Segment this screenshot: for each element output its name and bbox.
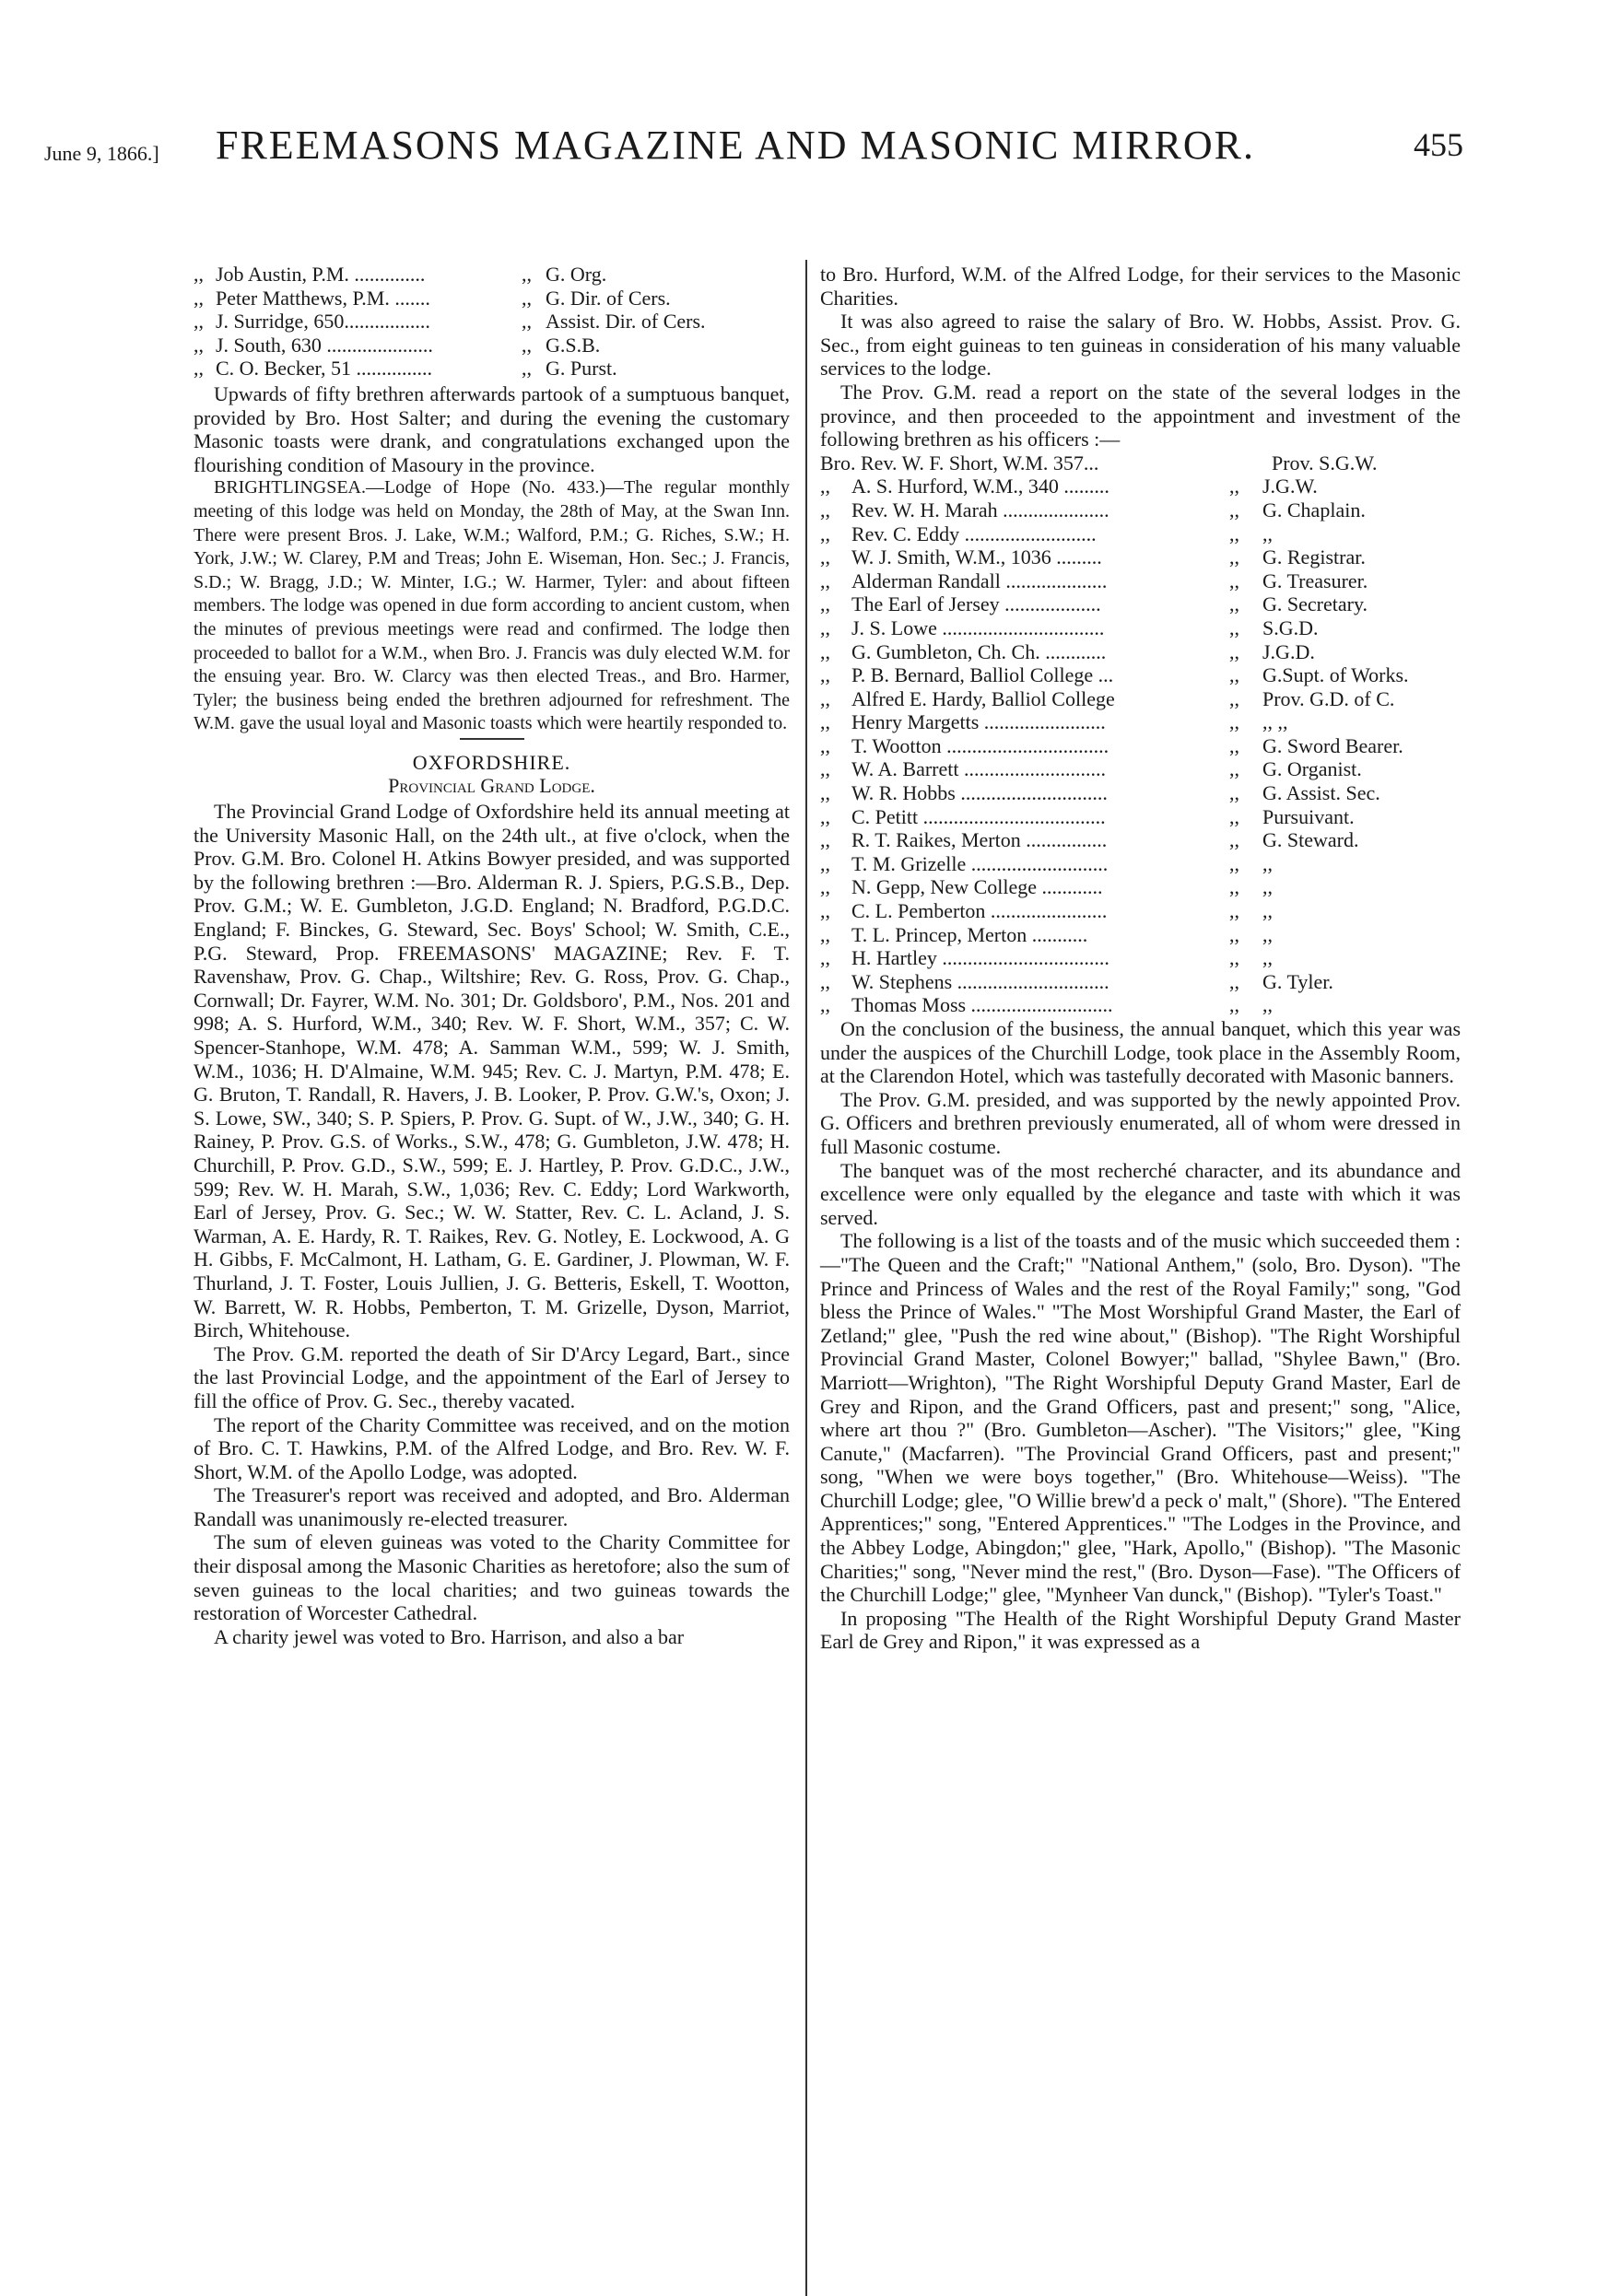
appointment-row — [820, 663, 1461, 687]
appointment-name: A. S. Hurford, W.M., 340 ......... — [851, 474, 1109, 498]
appointment-mark: ,, — [820, 663, 830, 687]
officer-row — [194, 334, 790, 357]
appointment-name: H. Hartley ................................. — [851, 946, 1109, 970]
appointment-office: G. Assist. Sec. — [1262, 781, 1380, 805]
appointment-name: W. Stephens .............................. — [851, 969, 1109, 993]
paragraph-report: The Prov. G.M. read a report on the state of the several lodges in the province, and then proceeded to the appointment and investment of the following brethren as his officers :— — [820, 380, 1461, 451]
appointment-office: S.G.D. — [1262, 615, 1319, 639]
appointment-name: Henry Margetts ........................ — [851, 710, 1106, 734]
masthead-title: FREEMASONS MAGAZINE AND MASONIC MIRROR. — [215, 123, 1255, 168]
appointment-mark2: ,, — [1229, 946, 1239, 970]
appointment-mark2: ,, — [1229, 521, 1239, 545]
appointment-name: T. M. Grizelle ........................... — [851, 851, 1109, 875]
appointment-name: Thomas Moss ............................ — [851, 993, 1113, 1017]
appointment-row — [820, 852, 1461, 876]
appointment-mark: ,, — [820, 993, 830, 1017]
appointment-mark2: ,, — [1229, 757, 1239, 781]
officer-office: G. Purst. — [546, 357, 617, 381]
officer-mark2: ,, — [522, 357, 532, 381]
appointment-mark2: ,, — [1229, 474, 1239, 498]
paragraph-oxford-jewel: A charity jewel was voted to Bro. Harrison, and also a bar — [214, 1624, 685, 1648]
section-rule — [460, 738, 524, 740]
appointment-mark: ,, — [820, 474, 830, 498]
appointment-mark2: ,, — [1229, 781, 1239, 805]
appointment-row — [820, 710, 1461, 734]
appointments-head-row — [820, 451, 1461, 475]
appointment-name: The Earl of Jersey ................... — [851, 592, 1101, 616]
appointment-row — [820, 805, 1461, 829]
officer-office: G. Org. — [546, 263, 607, 286]
appointment-mark2: ,, — [1229, 568, 1239, 592]
appointment-mark: ,, — [820, 615, 830, 639]
appointment-office: ,, ,, — [1262, 710, 1288, 734]
section-title: OXFORDSHIRE. — [412, 750, 571, 774]
appointment-row — [820, 923, 1461, 947]
appointments-list — [820, 474, 1461, 1017]
appointment-mark2: ,, — [1229, 592, 1239, 616]
appointment-row — [820, 522, 1461, 546]
officer-mark: ,, — [194, 263, 204, 286]
appointment-office: G. Steward. — [1262, 828, 1359, 852]
appointment-name: Alderman Randall .................... — [851, 568, 1108, 592]
appointment-name: Alfred E. Hardy, Balliol College — [851, 686, 1115, 710]
appointment-mark2: ,, — [1229, 804, 1239, 828]
appointment-office: G.Supt. of Works. — [1262, 663, 1409, 687]
page-header — [44, 122, 1463, 177]
appointment-row — [820, 828, 1461, 852]
appointment-mark2: ,, — [1229, 899, 1239, 923]
paragraph-presided: The Prov. G.M. presided, and was supported by the newly appointed Prov. G. Officers and brethren previously enumerated, all of whom were dressed in full Masonic costume. — [820, 1087, 1461, 1158]
column-divider — [805, 260, 807, 2296]
appointment-mark2: ,, — [1229, 828, 1239, 852]
appointment-row — [820, 946, 1461, 970]
appointment-name: G. Gumbleton, Ch. Ch. ............ — [851, 639, 1107, 663]
appointment-mark2: ,, — [1229, 686, 1239, 710]
appointment-name: W. J. Smith, W.M., 1036 ......... — [851, 545, 1102, 569]
officer-name: J. Surridge, 650................. — [216, 310, 430, 334]
officer-mark: ,, — [194, 357, 204, 381]
appointment-mark2: ,, — [1229, 710, 1239, 734]
left-column — [194, 263, 790, 1648]
appointment-row — [820, 569, 1461, 593]
paragraph-salary: It was also agreed to raise the salary of Bro. W. Hobbs, Assist. Prov. G. Sec., from eight guineas to ten guineas in consideration of his many valuable services to the lodge. — [820, 310, 1461, 381]
paragraph-oxford-meeting: The Provincial Grand Lodge of Oxfordshire held its annual meeting at the University Masonic Hall, on the 24th ult., at five o'clock, when the Prov. G.M. Bro. Colonel H. Atkins Bowyer presided, and was supported by the following brethren :—Bro. Alderman R. J. Spiers, P.G.S.B., Dep. Prov. G.M.; W. E. Gumbleton, J.G.D. England; N. Bradford, P.G.D.C. England; F. Binckes, G. Steward, Sec. Boys' School; W. Smith, C.E., P.G. Steward, Prop. FREEMASONS' MAGAZINE; Rev. F. T. Ravenshaw, Prov. G. Chap., Wiltshire; Rev. G. Ross, Prov. G. Chap., Cornwall; Dr. Fayrer, W.M. No. 301; Dr. Goldsboro', P.M., Nos. 201 and 998; A. S. Hurford, W.M., 340; Rev. W. F. Short, W.M., 357; C. W. Spencer-Stanhope, W.M. 478; A. Samman W.M., 599; W. J. Smith, W.M., 1036; H. D'Almaine, W.M. 945; Rev. C. J. Martyn, P.M. 478; E. G. Bruton, T. Randall, R. Havers, J. B. Looker, P. Prov. G.W.'s, Oxon; J. S. Lowe, SW., 340; S. P. Spiers, P. Prov. G. Supt. of W., J.W., 340; G. H. Rainey, P. Prov. G.S. of Works., S.W., 478; G. Gumbleton, J.W. 478; H. Churchill, P. Prov. G.D., S.W., 599; E. J. Hartley, P. Prov. G.D.C., J.W., 599; Rev. W. H. Marah, S.W., 1,036; Rev. C. Eddy; Lord Warkworth, Earl of Jersey, Prov. G. Sec.; W. W. Statter, Rev. C. L. Acland, J. S. Warman, A. E. Hardy, R. T. Raikes, Rev. G. Notley, E. Lockwood, A. G H. Gibbs, F. McCalmont, H. Latham, G. E. Gardiner, J. Plowman, W. F. Thurland, J. T. Foster, Louis Jullien, J. G. Betteris, Eskell, T. Wootton, W. Barrett, W. R. Hobbs, Pemberton, T. M. Grizelle, Dyson, Marriot, Birch, Whitehouse. — [194, 800, 790, 1342]
appointment-mark2: ,, — [1229, 875, 1239, 899]
appointment-mark: ,, — [820, 804, 830, 828]
officer-name: J. South, 630 ..................... — [216, 333, 433, 357]
appointment-mark: ,, — [820, 922, 830, 946]
officer-mark2: ,, — [522, 286, 532, 310]
appointment-mark: ,, — [820, 521, 830, 545]
officer-row — [194, 310, 790, 334]
appointment-mark: ,, — [820, 969, 830, 993]
paragraph-continuation: to Bro. Hurford, W.M. of the Alfred Lodge, for their services to the Masonic Charities. — [820, 263, 1461, 310]
appointment-office: G. Treasurer. — [1262, 568, 1368, 592]
appointment-mark: ,, — [820, 545, 830, 569]
paragraph-banquet-character: The banquet was of the most recherché character, and its abundance and excellence were only equalled by the elegance and taste with which it was served. — [820, 1158, 1461, 1229]
appointment-row — [820, 498, 1461, 522]
appointment-mark: ,, — [820, 733, 830, 757]
appointment-mark2: ,, — [1229, 615, 1239, 639]
appointment-name: T. L. Princep, Merton ........... — [851, 922, 1088, 946]
issue-date: June 9, 1866.] — [44, 142, 159, 165]
appointment-name: Rev. C. Eddy .......................... — [851, 521, 1097, 545]
paragraph-oxford-treasurer: The Treasurer's report was received and adopted, and Bro. Alderman Randall was unanimously re-elected treasurer. — [194, 1483, 790, 1530]
appointment-mark: ,, — [820, 686, 830, 710]
appointment-row — [820, 734, 1461, 758]
appointment-mark: ,, — [820, 899, 830, 923]
appointment-name: Rev. W. H. Marah ..................... — [851, 498, 1109, 521]
appointment-row — [820, 687, 1461, 711]
paragraph-conclusion: On the conclusion of the business, the annual banquet, which this year was under the auspices of the Churchill Lodge, took place in the Assembly Room, at the Clarendon Hotel, which was tastefully decorated with Masonic banners. — [820, 1017, 1461, 1088]
appointment-office: G. Sword Bearer. — [1262, 733, 1403, 757]
officer-mark: ,, — [194, 286, 204, 310]
officer-office: G. Dir. of Cers. — [546, 286, 671, 310]
appointment-office: ,, — [1262, 946, 1273, 970]
appointment-row — [820, 640, 1461, 664]
officer-name: Job Austin, P.M. .............. — [216, 263, 426, 286]
appointment-name: N. Gepp, New College ............ — [851, 875, 1103, 899]
officer-row — [194, 357, 790, 381]
appointment-row — [820, 545, 1461, 569]
appointment-office: ,, — [1262, 875, 1273, 899]
appointment-mark2: ,, — [1229, 498, 1239, 521]
appointment-office: ,, — [1262, 993, 1273, 1017]
paragraph-banquet: Upwards of fifty brethren afterwards partook of a sumptuous banquet, provided by Bro. Host Salter; and during the evening the customary Masonic toasts were drank, and congratulations exchanged upon the flourishing condition of Masoury in the province. — [194, 381, 790, 476]
officer-name: Peter Matthews, P.M. ....... — [216, 286, 430, 310]
appointment-row — [820, 993, 1461, 1017]
appointment-name: C. L. Pemberton ....................... — [851, 899, 1108, 923]
paragraph-oxford-charity-report: The report of the Charity Committee was received, and on the motion of Bro. C. T. Hawkins, P.M. of the Alfred Lodge, and Bro. Rev. W. F. Short, W.M. of the Apollo Lodge, was adopted. — [194, 1412, 790, 1483]
appointment-row — [820, 970, 1461, 994]
appointment-row — [820, 474, 1461, 498]
appointment-office: Pursuivant. — [1262, 804, 1355, 828]
appointment-mark: ,, — [820, 828, 830, 852]
officer-name: C. O. Becker, 51 ............... — [216, 357, 432, 381]
appointment-office: G. Chaplain. — [1262, 498, 1366, 521]
officer-row — [194, 263, 790, 287]
appointment-row — [820, 616, 1461, 640]
appointment-mark2: ,, — [1229, 639, 1239, 663]
paragraph-proposing: In proposing "The Health of the Right Worshipful Deputy Grand Master Earl de Grey and Ripon," it was expressed as a — [820, 1606, 1461, 1654]
appointment-row — [820, 899, 1461, 923]
appointment-mark: ,, — [820, 710, 830, 734]
appointment-mark: ,, — [820, 592, 830, 616]
appointment-mark2: ,, — [1229, 663, 1239, 687]
appointment-office: ,, — [1262, 851, 1273, 875]
appointment-name: T. Wootton ................................ — [851, 733, 1109, 757]
officers-list — [194, 263, 790, 381]
officer-office: G.S.B. — [546, 333, 601, 357]
appointment-office: G. Organist. — [1262, 757, 1362, 781]
paragraph-brightlingsea: BRIGHTLINGSEA.—Lodge of Hope (No. 433.)—The regular monthly meeting of this lodge was held on Monday, the 28th of May, at the Swan Inn. There were present Bros. J. Lake, W.M.; Walford, P.M.; G. Riches, S.W.; H. York, J.W.; W. Clarey, P.M and Treas; John E. Wiseman, Hon. Sec.; J. Francis, S.D.; W. Bragg, J.D.; W. Minter, I.G.; W. Harmer, Tyler: and about fifteen members. The lodge was opened in due form according to ancient custom, when the minutes of previous meetings were read and confirmed. The lodge then proceeded to ballot for a W.M., when Bro. J. Francis was duly elected W.M. for the ensuing year. Bro. W. Clarcy was then elected Treas., and Bro. Harmer, Tyler; the business being ended the brethren adjourned for refreshment. The W.M. gave the usual loyal and Masonic toasts which were heartily responded to. — [194, 477, 790, 734]
officer-mark2: ,, — [522, 333, 532, 357]
page-number: 455 — [1414, 126, 1463, 163]
officer-mark: ,, — [194, 333, 204, 357]
appointment-mark: ,, — [820, 946, 830, 970]
officer-row — [194, 287, 790, 310]
appointment-name: P. B. Bernard, Balliol College ... — [851, 663, 1114, 687]
appointment-mark2: ,, — [1229, 545, 1239, 569]
officer-mark2: ,, — [522, 310, 532, 334]
paragraph-toasts: The following is a list of the toasts and of the music which succeeded them :—"The Queen and the Craft;" "National Anthem," (solo, Bro. Dyson). "The Prince and Princess of Wales and the rest of the Royal Family;" song, "God bless the Prince of Wales." "The Most Worshipful Grand Master, the Earl of Zetland;" glee, "Push the red wine about," (Bishop). "The Right Worshipful Provincial Grand Master, Colonel Bowyer;" ballad, "Shylee Bawn," (Bro. Marriott—Wrighton), "The Right Worshipful Deputy Grand Master, Earl de Grey and Ripon, and the Grand Officers, past and present;" song, "Alice, where art thou ?" (Bro. Gumbleton—Ascher). "The Visitors;" glee, "King Canute," (Macfarren). "The Provincial Grand Officers, past and present;" song, "When we were boys together," (Bro. Whitehouse—Weiss). "The Churchill Lodge; glee, "O Willie brew'd a peck o' malt," (Shore). "The Entered Apprentices;" song, "Entered Apprentices." "The Lodges in the Province, and the Abbey Lodge, Abingdon;" glee, "Hark, Apollo," (Bishop). "The Masonic Charities;" song, "Never mind the rest," (Bro. Dyson—Fase). "The Officers of the Churchill Lodge;" glee, "Mynheer Van dunck," (Bishop). "Tyler's Toast." — [820, 1229, 1461, 1607]
appointment-mark2: ,, — [1229, 993, 1239, 1017]
appointment-mark: ,, — [820, 568, 830, 592]
appointment-mark: ,, — [820, 781, 830, 805]
appointment-mark: ,, — [820, 875, 830, 899]
appointment-office: ,, — [1262, 899, 1273, 923]
paragraph-oxford-guineas: The sum of eleven guineas was voted to the Charity Committee for their disposal among the Masonic Charities as heretofore; also the sum of seven guineas to the local charities; and two guineas towards the restoration of Worcester Cathedral. — [194, 1530, 791, 1625]
paragraph-oxford-death: The Prov. G.M. reported the death of Sir D'Arcy Legard, Bart., since the last Provincial Lodge, and the appointment of the Earl of Jersey to fill the office of Prov. G. Sec., thereby vacated. — [194, 1341, 790, 1412]
appointment-row — [820, 592, 1461, 616]
appointment-mark: ,, — [820, 757, 830, 781]
appointment-mark: ,, — [820, 639, 830, 663]
appointment-name: R. T. Raikes, Merton ................ — [851, 828, 1108, 852]
appointment-office: G. Registrar. — [1262, 545, 1366, 569]
appointment-office: ,, — [1262, 521, 1273, 545]
appointment-name: C. Petitt .................................... — [851, 804, 1106, 828]
appointment-office: ,, — [1262, 922, 1273, 946]
appointment-name: W. A. Barrett ............................ — [851, 757, 1106, 781]
appointment-head-office: Prov. S.G.W. — [1272, 451, 1378, 474]
appointment-office: J.G.W. — [1262, 474, 1318, 498]
appointment-name: W. R. Hobbs ............................. — [851, 781, 1108, 805]
appointment-row — [820, 757, 1461, 781]
officer-mark2: ,, — [522, 263, 532, 286]
right-column — [820, 263, 1461, 1654]
subsection-title: Provincial Grand Lodge. — [388, 774, 595, 798]
appointment-office: Prov. G.D. of C. — [1262, 686, 1395, 710]
appointment-mark2: ,, — [1229, 922, 1239, 946]
appointment-mark2: ,, — [1229, 851, 1239, 875]
appointment-office: G. Secretary. — [1262, 592, 1368, 616]
officer-office: Assist. Dir. of Cers. — [546, 310, 706, 334]
officer-mark: ,, — [194, 310, 204, 334]
appointment-mark: ,, — [820, 498, 830, 521]
appointment-mark2: ,, — [1229, 969, 1239, 993]
appointment-head-name: Bro. Rev. W. F. Short, W.M. 357... — [820, 451, 1099, 474]
appointment-name: J. S. Lowe ................................ — [851, 615, 1105, 639]
appointment-mark: ,, — [820, 851, 830, 875]
appointment-mark2: ,, — [1229, 733, 1239, 757]
appointment-office: J.G.D. — [1262, 639, 1315, 663]
appointment-office: G. Tyler. — [1262, 969, 1333, 993]
appointment-row — [820, 781, 1461, 805]
appointment-row — [820, 875, 1461, 899]
